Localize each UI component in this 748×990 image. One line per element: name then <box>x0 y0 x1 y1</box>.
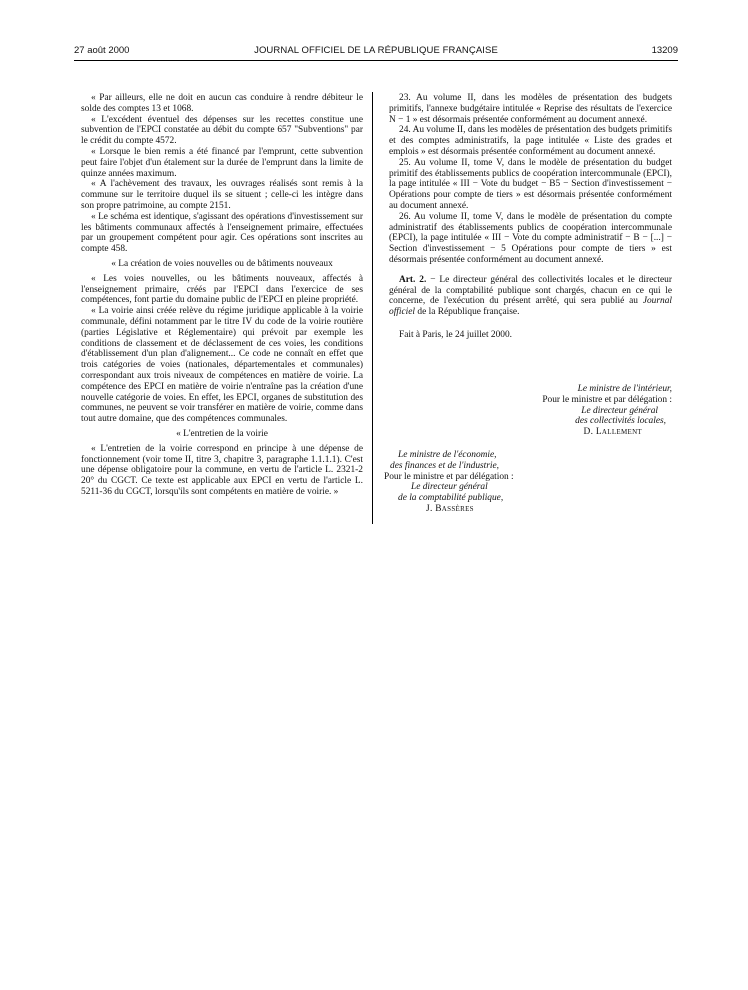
page-number: 13209 <box>651 45 678 56</box>
article-text-end: de la République française. <box>415 307 520 318</box>
paragraph: « Les voies nouvelles, ou les bâtiments nouveaux, affectés à l'enseignement primaire, créés par l'EPCI dans l'exercice de ses compétences, font partie du domaine public de l'EPCI en pleine propriété. <box>81 273 363 306</box>
signatory-title: des finances et de l'industrie, <box>390 460 500 471</box>
journal-title: JOURNAL OFFICIEL DE LA RÉPUBLIQUE FRANÇAISE <box>254 45 498 56</box>
right-column <box>389 93 672 341</box>
left-column <box>81 93 363 498</box>
header-date: 27 août 2000 <box>74 45 130 56</box>
paragraph: « Lorsque le bien remis a été financé par l'emprunt, cette subvention peut faire l'objet d'un étalement sur la durée de l'emprunt dans la limite de quinze années maximum. <box>81 146 363 179</box>
paragraph: « Par ailleurs, elle ne doit en aucun cas conduire à rendre débiteur le solde des comptes 13 et 1068. <box>81 93 363 114</box>
paragraph: 24. Au volume II, dans les modèles de présentation des budgets primitifs et des comptes administratifs, la page intitulée « Liste des grades et emplois » est désormais présentée conformément au document annexé. <box>389 125 672 157</box>
paragraph: 23. Au volume II, dans les modèles de présentation des budgets primitifs, l'annexe budgétaire intitulée « Reprise des résultats de l'exercice N − 1 » est désormais présentée conformément au document annexé. <box>389 93 672 125</box>
signatory-title: Le ministre de l'intérieur, <box>577 384 672 394</box>
paragraph: « La voirie ainsi créée relève du régime juridique applicable à la voirie communale, défini notamment par le titre IV du code de la voirie routière (parties Législative et Réglementaire) qui prévoit par exemple les conditions de classement et de déclassement de ces voies, les conditions d'établissement d'un plan d'alignement... Ce code ne connaît en effet que trois catégories de voies (nationales, départementales et communales) correspondant aux trois niveaux de compétences en matière de voirie. La compétence des EPCI en matière de voirie n'entraîne pas la création d'une nouvelle catégorie de voies. En effet, les EPCI, organes de substitution des communes, ne peuvent se voir transférer en matière de voirie, comme dans tout autre domaine, que des compétences communales. <box>81 306 363 425</box>
article-label: Art. 2. <box>399 274 427 285</box>
article-2 <box>389 275 672 318</box>
paragraph: « L'excédent éventuel des dépenses sur les recettes constitue une subvention de l'EPCI constatée au débit du compte 657 "Subventions" par le crédit du compte 4572. <box>81 114 363 147</box>
signatory-title: des collectivités locales, <box>575 416 666 427</box>
delegation-line: Pour le ministre et par délégation : <box>384 471 514 482</box>
signatory-name: J. Bassères <box>426 503 474 514</box>
signature-block-economy <box>384 450 544 515</box>
journal-officiel-ref: Journal officiel <box>389 296 672 318</box>
paragraph: « A l'achèvement des travaux, les ouvrages réalisés sont remis à la commune sur le territoire duquel ils se situent ; celle-ci les intègre dans son propre patrimoine, au compte 2151. <box>81 179 363 211</box>
signatory-name: D. Lallement <box>583 427 642 438</box>
section-heading: « L'entretien de la voirie <box>176 428 268 439</box>
column-divider <box>372 92 373 524</box>
signature-block-interior <box>486 384 672 438</box>
paragraph: 26. Au volume II, tome V, dans le modèle de présentation du compte administratif des établissements publics de coopération intercommunale (EPCI), la page intitulée « III − Vote du compte administratif − B − [...] − Section d'investissement − 5 Opérations pour compte de tiers » est désormais présentée conformément au document annexé. <box>389 211 672 265</box>
page-header <box>74 45 678 59</box>
paragraph: « L'entretien de la voirie correspond en principe à une dépense de fonctionnement (voir tome II, titre 3, chapitre 3, paragraphe 1.1.1.1). C'est une dépense obligatoire pour la commune, en vertu de l'article L. 2321-2 20° du CGCT. Ce texte est applicable aux EPCI en vertu de l'article L. 5211-36 du CGCT, lorsqu'ils sont compétents en matière de voirie. » <box>81 443 363 497</box>
signatory-title: Le ministre de l'économie, <box>398 450 497 460</box>
paragraph: « Le schéma est identique, s'agissant des opérations d'investissement sur les bâtiments communaux affectés à l'enseignement primaire, effectuées par un groupement compétent pour agir. Ces opérations sont inscrites au compte 458. <box>81 211 363 255</box>
signatory-title: Le directeur général <box>581 405 658 416</box>
signatory-title: Le directeur général <box>411 482 488 493</box>
header-rule <box>74 60 678 61</box>
signatory-title: de la comptabilité publique, <box>398 493 504 504</box>
paragraph: 25. Au volume II, tome V, dans le modèle de présentation du budget primitif des établissements publics de coopération intercommunale (EPCI), la page intitulée « III − Vote du budget − B5 − Section d'investissement − Opérations pour compte de tiers » est désormais présentée conformément au document annexé. <box>389 157 672 211</box>
delegation-line: Pour le ministre et par délégation : <box>542 394 672 405</box>
fait-a-paris: Fait à Paris, le 24 juillet 2000. <box>399 329 513 340</box>
section-heading: « La création de voies nouvelles ou de bâtiments nouveaux <box>111 258 333 269</box>
article-text: − Le directeur général des collectivités locales et le directeur général de la comptabilité publique sont chargés, chacun en ce qui le concerne, de l'exécution du présent arrêté, qui sera publié au <box>389 274 672 307</box>
